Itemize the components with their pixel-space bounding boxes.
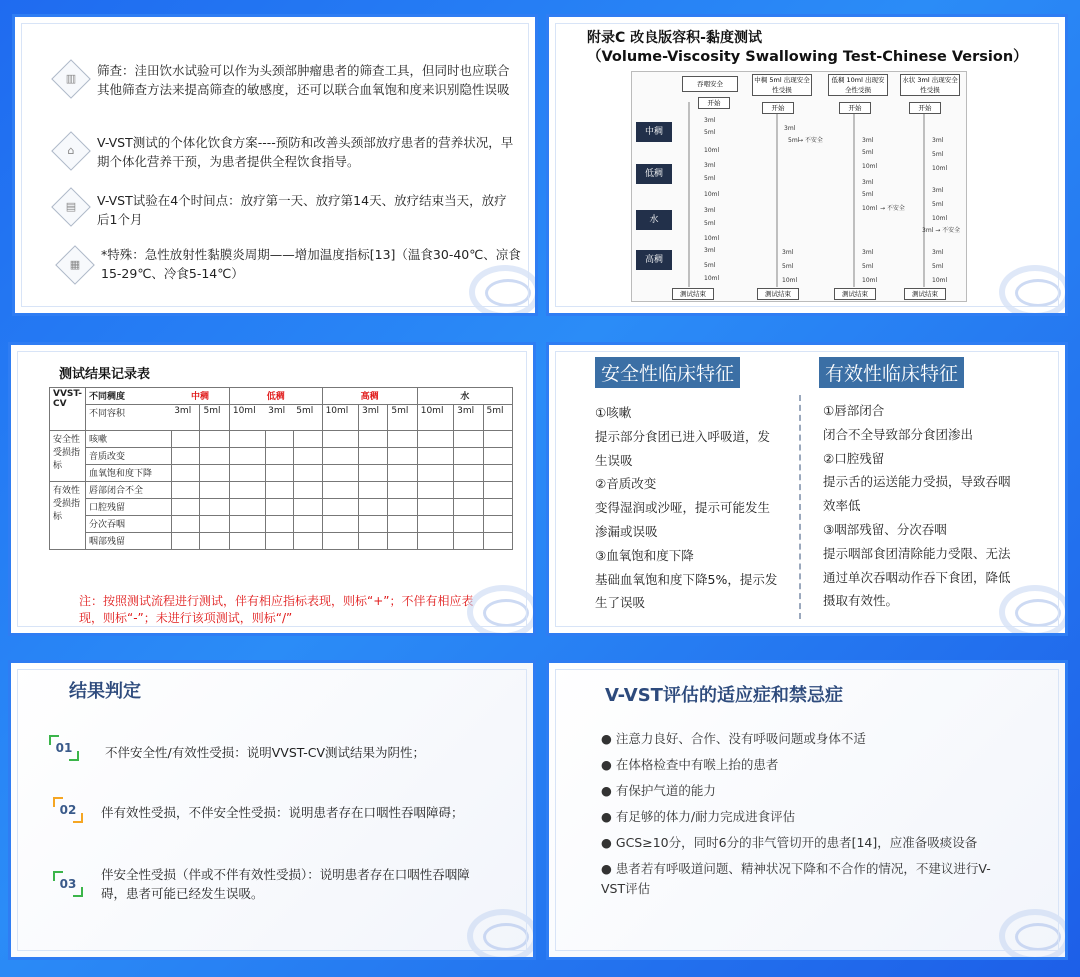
svg-text:10ml: 10ml xyxy=(704,191,720,198)
col-head: 水状 3ml 出现安全性受损 xyxy=(900,74,960,96)
vvst-head: VVST-CV xyxy=(50,388,86,431)
svg-text:10ml: 10ml xyxy=(932,165,948,172)
side-label: 中稠 xyxy=(636,122,672,142)
svg-text:5ml: 5ml xyxy=(862,149,874,156)
start-box: 开始 xyxy=(698,97,730,109)
efficacy-heading: 有效性临床特征 xyxy=(819,357,964,388)
timepoint-text: V-VST试验在4个时间点：放疗第一天、放疗第14天、放疗结束当天，放疗后1个月 xyxy=(97,193,507,227)
slide-result-judgement xyxy=(8,660,536,960)
svg-text:3ml: 3ml xyxy=(862,137,874,144)
svg-text:5ml: 5ml xyxy=(932,201,944,208)
svg-text:3ml: 3ml xyxy=(782,249,794,256)
side-label: 水 xyxy=(636,210,672,230)
svg-text:3ml: 3ml xyxy=(932,249,944,256)
col-head: 吞咽安全 xyxy=(682,76,738,92)
number-badge: 03 xyxy=(53,871,83,897)
result-title: 结果判定 xyxy=(69,681,141,702)
thick-label: 中稠 xyxy=(171,388,229,405)
svg-text:5ml: 5ml xyxy=(932,151,944,158)
end-box: 测试结束 xyxy=(834,288,876,300)
divider xyxy=(799,395,801,619)
screening-text: 筛查：洼田饮水试验可以作为头颈部肿瘤患者的筛查工具，但同时也应联合其他筛查方法来提高筛查的敏感度，还可以联合血氧饱和度来识别隐性误吸 xyxy=(97,63,510,97)
svg-text:3ml: 3ml xyxy=(862,179,874,186)
safety-heading: 安全性临床特征 xyxy=(595,357,740,388)
start-box: 开始 xyxy=(762,102,794,114)
side-label: 低稠 xyxy=(636,164,672,184)
svg-text:10ml: 10ml xyxy=(862,205,878,212)
start-box: 开始 xyxy=(909,102,941,114)
group-efficacy: 有效性受损指标 xyxy=(50,482,86,550)
efficacy-list: ①唇部闭合 闭合不全导致部分食团渗出 ②口腔残留 提示舌的运送能力受损，导致吞咽 效率低 ③咽部残留、分次吞咽 提示咽部食团清除能力受限、无法 通过单次吞咽动作吞下食团，降低 摄取有效性。 xyxy=(823,403,1011,609)
svg-text:→ 不安全: → 不安全 xyxy=(798,137,823,144)
indications-title: V-VST评估的适应症和禁忌症 xyxy=(605,685,843,706)
flow-subtitle: （Volume-Viscosity Swallowing Test-Chinese Version） xyxy=(587,49,1028,65)
svg-text:5ml: 5ml xyxy=(782,263,794,270)
number-badge: 01 xyxy=(49,735,79,761)
svg-text:5ml: 5ml xyxy=(862,191,874,198)
end-box: 测试结束 xyxy=(672,288,714,300)
col-head: 中稠 5ml 出现安全性受损 xyxy=(752,74,812,96)
svg-text:3ml: 3ml xyxy=(704,207,716,214)
vol-head: 不同容积 xyxy=(85,405,171,431)
svg-text:10ml: 10ml xyxy=(704,147,720,154)
svg-text:3ml: 3ml xyxy=(704,247,716,254)
record-title: 测试结果记录表 xyxy=(59,367,151,382)
svg-text:10ml: 10ml xyxy=(704,235,720,242)
svg-text:3ml: 3ml xyxy=(704,117,716,124)
svg-text:3ml: 3ml xyxy=(932,137,944,144)
result-item: 伴有效性受损，不伴安全性受损：说明患者存在口咽性吞咽障碍； xyxy=(101,805,464,820)
thick-head: 不同稠度 xyxy=(85,388,171,405)
indication-item: ● 注意力良好、合作、没有呼吸问题或身体不适 xyxy=(601,731,866,746)
result-item: 伴安全性受损（伴或不伴有效性受损）：说明患者存在口咽性吞咽障碍，患者可能已经发生误吸。 xyxy=(101,867,470,901)
flow-title: 附录C 改良版容积-黏度测试 xyxy=(587,30,762,46)
col-head: 低稠 10ml 出现安全性受损 xyxy=(828,74,888,96)
indication-item: ● 在体格检查中有喉上抬的患者 xyxy=(601,757,779,772)
side-label: 高稠 xyxy=(636,250,672,270)
svg-text:10ml: 10ml xyxy=(862,277,878,284)
svg-text:5ml: 5ml xyxy=(932,263,944,270)
thick-label: 低稠 xyxy=(229,388,322,405)
svg-text:10ml: 10ml xyxy=(704,275,720,282)
special-text: *特殊：急性放射性黏膜炎周期——增加温度指标[13]（温食30-40℃、凉食15-29℃、冷食5-14℃） xyxy=(101,247,521,281)
end-box: 测试结束 xyxy=(757,288,799,300)
thick-label: 高稠 xyxy=(322,388,417,405)
start-box: 开始 xyxy=(839,102,871,114)
flowchart xyxy=(631,71,967,302)
svg-text:3ml: 3ml xyxy=(704,162,716,169)
indication-item: ● 有足够的体力/耐力完成进食评估 xyxy=(601,809,796,824)
svg-text:5ml: 5ml xyxy=(704,175,716,182)
calendar-icon: ▤ xyxy=(51,187,91,227)
diet-plan-text: V-VST测试的个体化饮食方案----预防和改善头颈部放疗患者的营养状况，早期个体化营养干预，为患者提供全程饮食指导。 xyxy=(97,135,514,169)
svg-text:5ml: 5ml xyxy=(788,137,800,144)
slide-clinical-features xyxy=(546,342,1068,636)
svg-text:3ml: 3ml xyxy=(862,249,874,256)
safety-list: ①咳嗽 提示部分食团已进入呼吸道，发 生误吸 ②音质改变 变得湿润或沙哑，提示可能发生 渗漏或误吸 ③血氧饱和度下降 基础血氧饱和度下降5%，提示发 生了误吸 xyxy=(595,405,778,611)
end-box: 测试结束 xyxy=(904,288,946,300)
svg-text:5ml: 5ml xyxy=(704,220,716,227)
record-table: VVST-CV 不同稠度 中稠 低稠 高稠 水 不同容积 3ml 5ml 10ml 3ml 5ml 10ml 3ml 5ml 10ml 3ml 5ml 安全性受损指标 咳嗽 音质改变 血氧饱和度下降 有效性受损指标 唇部闭合不全 口腔残留 分次吞咽 咽部残留 xyxy=(49,387,513,550)
svg-text:3ml: 3ml xyxy=(932,187,944,194)
number-badge: 02 xyxy=(53,797,83,823)
svg-text:10ml: 10ml xyxy=(782,277,798,284)
svg-text:3ml → 不安全: 3ml → 不安全 xyxy=(922,227,961,234)
svg-text:→ 不安全: → 不安全 xyxy=(880,205,905,212)
box-icon: ⌂ xyxy=(51,131,91,171)
slide-indications xyxy=(546,660,1068,960)
result-item: 不伴安全性/有效性受损：说明VVST-CV测试结果为阴性； xyxy=(105,745,426,760)
svg-text:10ml: 10ml xyxy=(932,215,948,222)
indication-item: ● 患者若有呼吸道问题、精神状况下降和不合作的情况，不建议进行V-VST评估 xyxy=(601,861,991,896)
slide-flowchart xyxy=(546,14,1068,316)
indication-item: ● GCS≥10分，同时6分的非气管切开的患者[14]，应准备吸痰设备 xyxy=(601,835,978,850)
slide-record-table xyxy=(8,342,536,636)
svg-text:5ml: 5ml xyxy=(862,263,874,270)
slide-screening xyxy=(12,14,538,316)
group-safety: 安全性受损指标 xyxy=(50,431,86,482)
svg-text:3ml: 3ml xyxy=(784,125,796,132)
record-note: 注：按照测试流程进行测试，伴有相应指标表现，则标“+”；不伴有相应表现，则标“-”；未进行该项测试，则标“/” xyxy=(79,594,474,625)
indication-item: ● 有保护气道的能力 xyxy=(601,783,716,798)
svg-text:10ml: 10ml xyxy=(932,277,948,284)
svg-text:5ml: 5ml xyxy=(704,129,716,136)
thick-label: 水 xyxy=(417,388,512,405)
svg-text:10ml: 10ml xyxy=(862,163,878,170)
svg-text:5ml: 5ml xyxy=(704,262,716,269)
chart-icon: ▥ xyxy=(51,59,91,99)
bar-icon: ▦ xyxy=(55,245,95,285)
